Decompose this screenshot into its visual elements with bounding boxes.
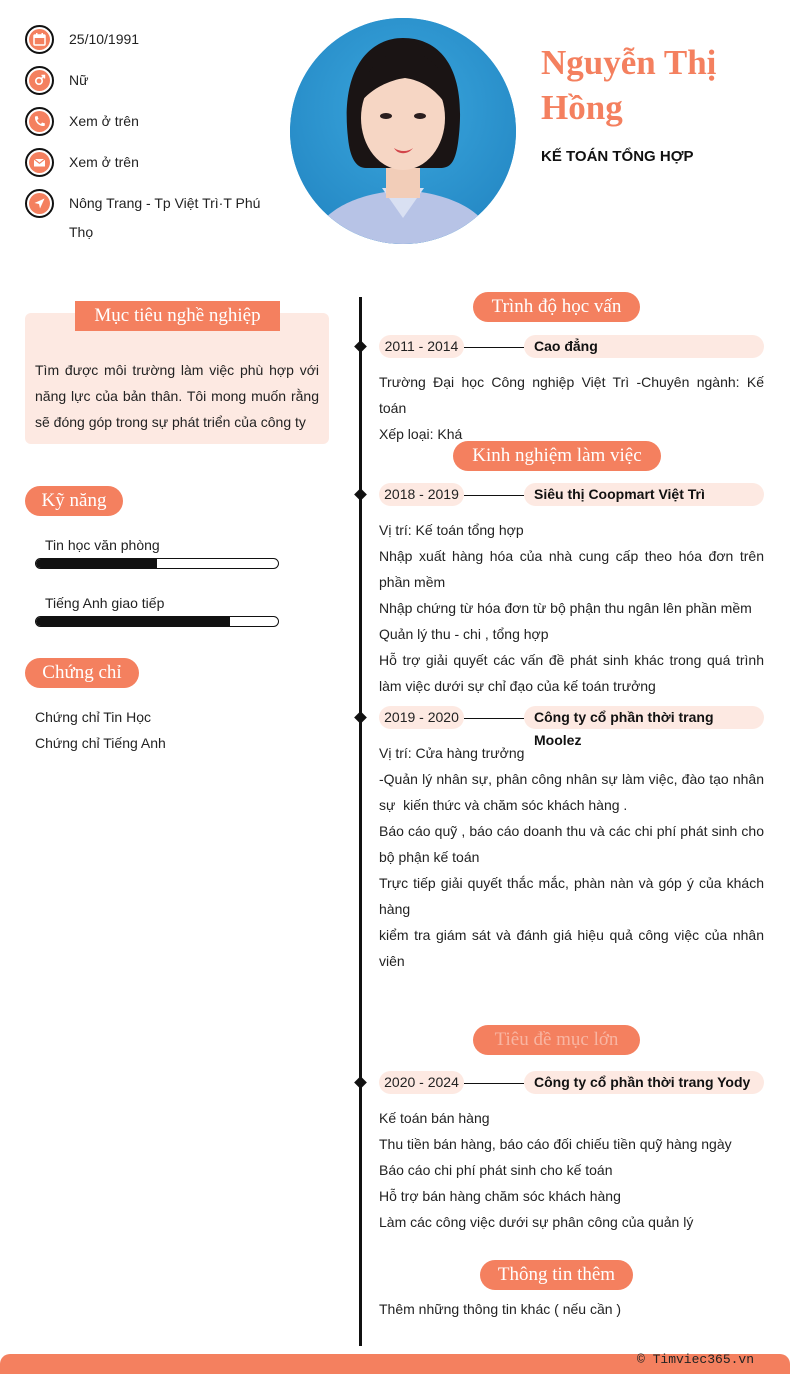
section-big-details [379, 1105, 764, 1235]
connector-line [464, 1083, 524, 1084]
detail-line: Báo cáo quỹ , báo cáo doanh thu và các chi phí phát sinh cho [379, 823, 764, 839]
section-big-heading: Tiêu đề mục lớn [473, 1025, 640, 1055]
detail-line: viên [379, 953, 405, 969]
email-icon [25, 148, 54, 177]
contact-row-birthday [25, 23, 140, 55]
detail-line: Thu tiền bán hàng, báo cáo đối chiếu tiền quỹ hàng ngày [379, 1136, 732, 1152]
section-big-date: 2020 - 2024 [379, 1071, 464, 1094]
detail-line: -Quản lý nhân sự, phân công nhân sự làm việc, đào tạo nhân [379, 771, 764, 787]
gender-icon [25, 66, 54, 95]
detail-line: Báo cáo chi phí phát sinh cho kế toán [379, 1162, 613, 1178]
detail-line: Quản lý thu - chi , tổng hợp [379, 626, 549, 642]
candidate-name [541, 40, 781, 130]
detail-line: hàng [379, 901, 411, 917]
experience-company: Công ty cổ phần thời trang Moolez [524, 706, 764, 729]
objective-heading: Mục tiêu nghề nghiệp [75, 301, 280, 331]
job-title: KẾ TOÁN TỔNG HỢP [541, 148, 694, 165]
certificate-item: Chứng chỉ Tiếng Anh [35, 735, 166, 751]
gender-text: Nữ [69, 72, 89, 88]
skill-bar [35, 558, 279, 569]
location-icon [25, 189, 54, 218]
contact-row-email [25, 146, 139, 178]
detail-line: kiểm tra giám sát và đánh giá hiệu quả công việc của nhân [379, 927, 764, 943]
education-heading: Trình độ học vấn [473, 292, 640, 322]
contact-row-phone [25, 105, 139, 137]
birthday-text: 25/10/1991 [69, 31, 140, 47]
email-text: Xem ở trên [69, 154, 139, 170]
detail-line: Làm các công việc dưới sự phân công của quản lý [379, 1214, 694, 1230]
contact-row-address [25, 187, 261, 219]
profile-photo [290, 18, 516, 244]
timeline-marker [354, 340, 367, 353]
section-big-company: Công ty cổ phần thời trang Yody [524, 1071, 764, 1094]
timeline-line [359, 297, 362, 1346]
detail-line: Kế toán bán hàng [379, 1110, 490, 1126]
detail-line: Xếp loại: Khá [379, 426, 463, 442]
connector-line [464, 718, 524, 719]
detail-line: Nhập xuất hàng hóa của nhà cung cấp theo hóa đơn trên [379, 548, 764, 564]
detail-line: Hỗ trợ bán hàng chăm sóc khách hàng [379, 1188, 621, 1204]
copyright-text: © Timviec365.vn [637, 1352, 755, 1367]
address-text-cont: Thọ [69, 224, 94, 240]
detail-line: sự kiến thức và chăm sóc khách hàng . [379, 797, 628, 813]
detail-line: Hỗ trợ giải quyết các vấn đề phát sinh khác trong quá trình [379, 652, 764, 668]
calendar-icon [25, 25, 54, 54]
objective-line: sẽ đóng góp trong sự phát triển của công ty [35, 414, 306, 430]
extra-text: Thêm những thông tin khác ( nếu cần ) [379, 1301, 622, 1317]
skills-heading: Kỹ năng [25, 486, 123, 516]
objective-line: năng lực của bản thân. Tôi mong muốn rằng [35, 388, 319, 404]
name-line-1: Nguyễn Thị [541, 43, 717, 82]
education-school: Cao đẳng [524, 335, 764, 358]
certificate-item: Chứng chỉ Tin Học [35, 709, 151, 725]
timeline-marker [354, 1076, 367, 1089]
skill-name: Tiếng Anh giao tiếp [45, 595, 165, 611]
connector-line [464, 347, 524, 348]
skill-bar [35, 616, 279, 627]
address-text: Nông Trang - Tp Việt Trì·T Phú [69, 195, 261, 211]
timeline-marker [354, 711, 367, 724]
contact-row-gender [25, 64, 89, 96]
phone-text: Xem ở trên [69, 113, 139, 129]
detail-line: Trường Đại học Công nghiệp Việt Trì -Chuyên ngành: Kế toán [379, 374, 764, 416]
education-date: 2011 - 2014 [379, 335, 464, 358]
detail-line: Trực tiếp giải quyết thắc mắc, phàn nàn và góp ý của khách [379, 875, 764, 891]
extra-heading: Thông tin thêm [480, 1260, 633, 1290]
timeline-marker [354, 488, 367, 501]
education-details [379, 369, 764, 447]
detail-line: Vị trí: Cửa hàng trưởng [379, 745, 525, 761]
experience-company: Siêu thị Coopmart Việt Trì [524, 483, 764, 506]
skill-bar-fill [36, 617, 230, 626]
name-line-2: Hồng [541, 88, 623, 127]
phone-icon [25, 107, 54, 136]
skill-bar-fill [36, 559, 157, 568]
experience-date: 2019 - 2020 [379, 706, 464, 729]
experience-details [379, 740, 764, 974]
detail-line: Vị trí: Kế toán tổng hợp [379, 522, 524, 538]
experience-heading: Kinh nghiệm làm việc [453, 441, 661, 471]
certificates-heading: Chứng chỉ [25, 658, 139, 688]
detail-line: làm việc dưới sự chỉ đạo của kế toán trưởng [379, 678, 656, 694]
detail-line: phần mềm [379, 574, 446, 590]
objective-text [35, 357, 319, 435]
connector-line [464, 495, 524, 496]
experience-details [379, 517, 764, 699]
experience-date: 2018 - 2019 [379, 483, 464, 506]
skill-name: Tin học văn phòng [45, 537, 160, 553]
detail-line: Nhập chứng từ hóa đơn từ bộ phận thu ngân lên phần mềm [379, 600, 752, 616]
detail-line: bộ phận kế toán [379, 849, 480, 865]
objective-line: Tìm được môi trường làm việc phù hợp với [35, 362, 319, 378]
